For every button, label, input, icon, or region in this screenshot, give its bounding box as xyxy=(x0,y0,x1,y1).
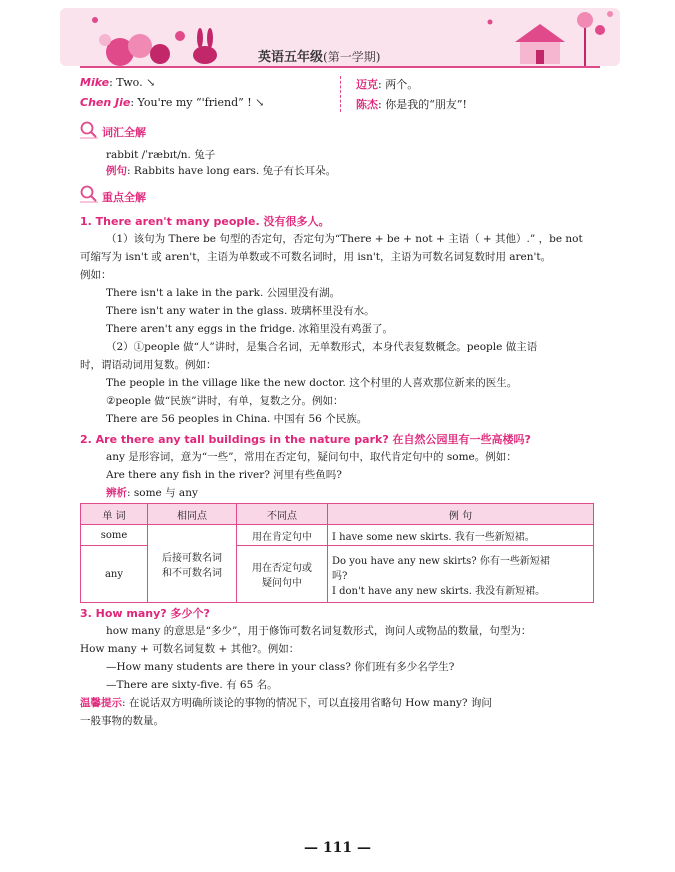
point-1-heading: 1. There aren't many people. 没有很多人。 xyxy=(80,215,330,228)
point-1-line: 例如： xyxy=(80,269,112,281)
tip-line: 一般事物的数量。 xyxy=(80,715,164,727)
vocab-label: 词汇全解 xyxy=(102,126,146,139)
tip-line: 温馨提示: 在说话双方明确所谈论的事物的情况下，可以直接用省略句 How many? 询问 xyxy=(80,697,492,709)
point-1-line: ②people 做“民族”讲时，有单，复数之分。例如： xyxy=(106,395,344,407)
point-1-line: There isn't a lake in the park. 公园里没有湖。 xyxy=(106,287,341,299)
point-1-line: The people in the village like the new doctor. 这个村里的人喜欢那位新来的医生。 xyxy=(106,377,518,389)
point-3-heading: 3. How many? 多少个? xyxy=(80,607,210,620)
table-cell: Do you have any new skirts? 你有一些新短裙 吗? I don't have any new skirts. 我没有新短裙。 xyxy=(328,546,594,603)
dialogue-right-1: 迈克: 两个。 xyxy=(356,78,419,91)
point-1-line: 可缩写为 isn't 或 aren't，主语为单数或不可数名词时，用 isn't，主语为可数名词复数时用 aren't。 xyxy=(80,251,552,263)
table-header: 相同点 xyxy=(148,504,237,525)
analysis-line: 辨析: some 与 any xyxy=(106,487,198,499)
point-1-line: 时，谓语动词用复数。例如： xyxy=(80,359,217,371)
point-3-line: How many + 可数名词复数 + 其他?。例如： xyxy=(80,643,300,655)
dialogue-left-1: Mike: Two. ↘ xyxy=(80,76,156,89)
magnifier-icon xyxy=(80,121,98,139)
point-3-line: how many 的意思是“多少”，用于修饰可数名词复数形式，询问人或物品的数量，句型为： xyxy=(106,625,532,637)
table-header: 单 词 xyxy=(81,504,148,525)
point-2-line: any 是形容词，意为“一些”，常用在否定句，疑问句中，取代肯定句中的 some。例如： xyxy=(106,451,517,463)
page-number: — 111 — xyxy=(304,840,371,856)
point-2-heading: 2. Are there any tall buildings in the nature park? 在自然公园里有一些高楼吗? xyxy=(80,433,531,446)
point-1-line: There aren't any eggs in the fridge. 冰箱里没有鸡蛋了。 xyxy=(106,323,394,335)
point-1-line: （1）该句为 There be 句型的否定句，否定句为“There + be + not + 主语（ + 其他）.” ，be not xyxy=(106,233,583,245)
table-cell: I have some new skirts. 我有一些新短裙。 xyxy=(328,525,594,546)
some-any-table xyxy=(80,503,594,603)
keypoints-label: 重点全解 xyxy=(102,191,146,204)
vocab-example: 例句: Rabbits have long ears. 兔子有长耳朵。 xyxy=(106,165,337,177)
header-title: 英语五年级(第一学期) xyxy=(258,50,381,65)
point-1-line: There isn't any water in the glass. 玻璃杯里没有水。 xyxy=(106,305,375,317)
table-cell: any xyxy=(81,546,148,603)
dialogue-right-2: 陈杰: 你是我的“朋友”! xyxy=(356,98,467,111)
magnifier-icon xyxy=(80,185,98,203)
table-cell-common: 后接可数名词 和不可数名词 xyxy=(148,525,237,603)
dialogue-divider xyxy=(340,76,341,112)
point-2-line: Are there any fish in the river? 河里有些鱼吗? xyxy=(106,469,342,481)
vocab-word: rabbit /ˈræbɪt/n. 兔子 xyxy=(106,149,216,161)
table-header: 例 句 xyxy=(328,504,594,525)
table-row xyxy=(81,525,594,546)
dialogue-left-2: Chen Jie: You're my “'friend” ! ↘ xyxy=(80,96,265,109)
point-1-line: （2）①people 做“人”讲时，是集合名词，无单数形式，本身代表复数概念。people 做主语 xyxy=(106,341,538,353)
point-3-line: —There are sixty-five. 有 65 名。 xyxy=(106,679,278,691)
header-rule xyxy=(80,66,600,68)
table-header: 不同点 xyxy=(237,504,328,525)
table-cell: 用在肯定句中 xyxy=(237,525,328,546)
point-3-line: —How many students are there in your class? 你们班有多少名学生? xyxy=(106,661,455,673)
point-1-line: There are 56 peoples in China. 中国有 56 个民族。 xyxy=(106,413,368,425)
table-cell: some xyxy=(81,525,148,546)
table-cell: 用在否定句或 疑问句中 xyxy=(237,546,328,603)
